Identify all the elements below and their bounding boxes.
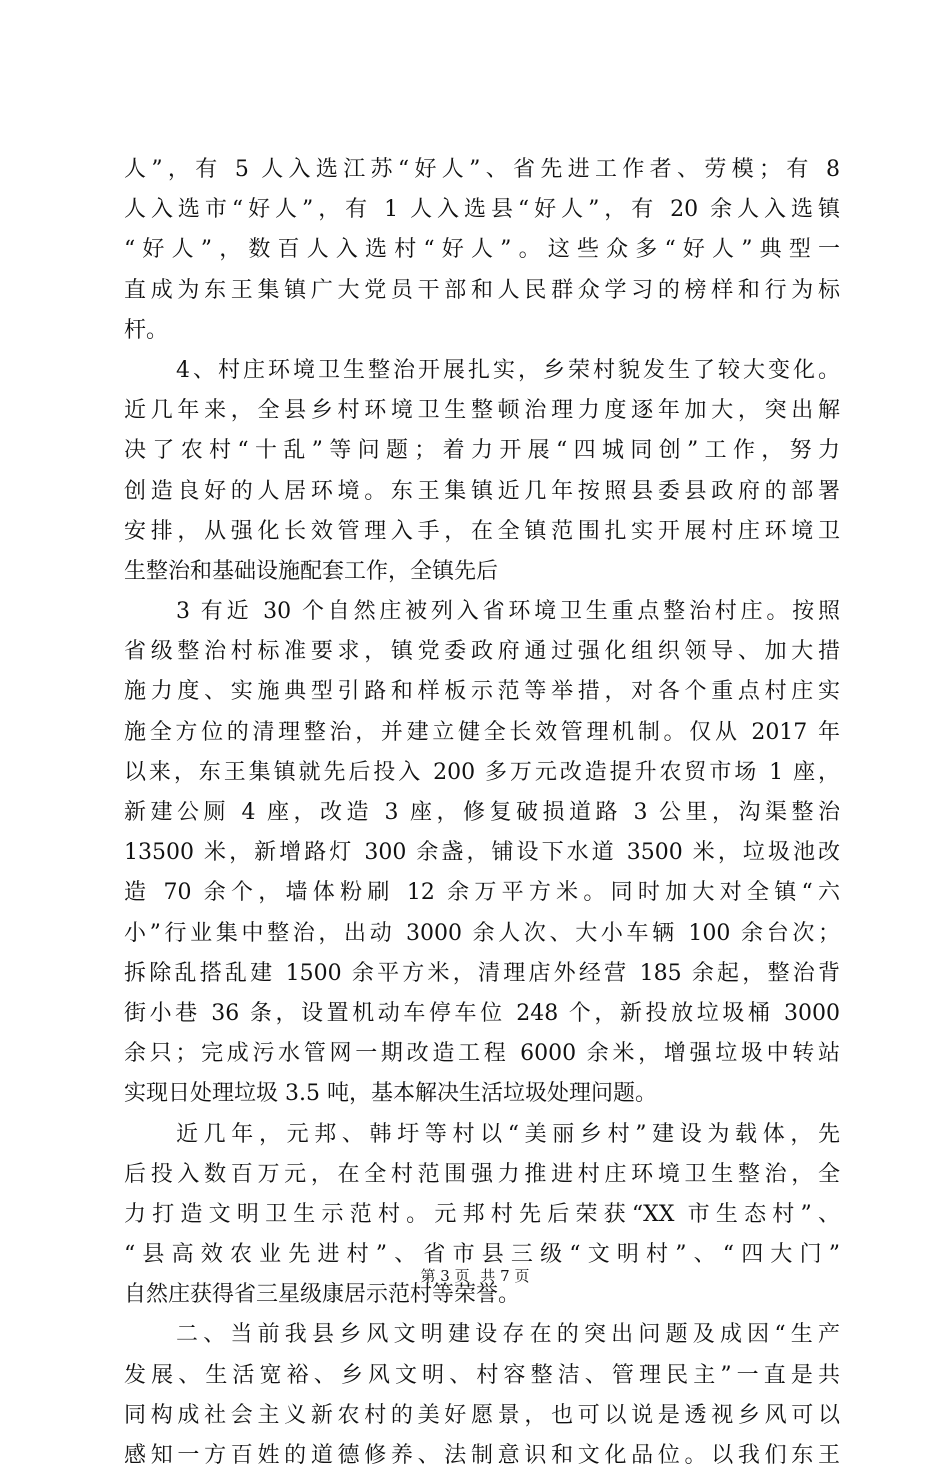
- text-line: 以来，东王集镇就先后投入 200 多万元改造提升农贸市场 1 座，: [124, 759, 840, 785]
- text-line: 人入选市“好人”，有 1 人入选县“好人”，有 20 余人入选镇: [124, 197, 840, 223]
- text-line: 街小巷 36 条，设置机动车停车位 248 个，新投放垃圾桶 3000: [124, 1000, 840, 1026]
- text-line: 余只；完成污水管网一期改造工程 6000 余米，增强垃圾中转站: [124, 1041, 840, 1067]
- page-number: 第 3 页: [420, 1267, 470, 1285]
- text-line: “县高效农业先进村”、省市县三级“文明村”、“四大门”: [124, 1242, 840, 1268]
- page-total: 共 7 页: [480, 1267, 530, 1285]
- text-line: 施力度、实施典型引路和样板示范等举措，对各个重点村庄实: [124, 679, 840, 705]
- text-line: 后投入数百万元，在全村范围强力推进村庄环境卫生整治，全: [124, 1161, 840, 1187]
- text-line: 4、村庄环境卫生整治开展扎实，乡荣村貌发生了较大变化。: [176, 357, 840, 383]
- text-line: 近几年，元邦、韩圩等村以“美丽乡村”建设为载体，先: [176, 1121, 840, 1147]
- text-line: 小”行业集中整治，出动 3000 余人次、大小车辆 100 余台次；: [124, 920, 840, 946]
- text-line: 实现日处理垃圾 3.5 吨，基本解决生活垃圾处理问题。: [124, 1081, 657, 1107]
- text-line: 人”，有 5 人入选江苏“好人”、省先进工作者、劳模；有 8: [124, 157, 840, 182]
- text-line: 感知一方百姓的道德修养、法制意识和文化品位。以我们东王: [124, 1443, 840, 1468]
- text-line: 创造良好的人居环境。东王集镇近几年按照县委县政府的部署: [124, 478, 840, 504]
- text-line: 力打造文明卫生示范村。元邦村先后荣获“XX 市生态村”、: [124, 1201, 840, 1227]
- text-line: 自然庄获得省三星级康居示范村等荣誉。: [124, 1282, 521, 1308]
- text-line: “好人”，数百人入选村“好人”。这些众多“好人”典型一: [124, 237, 840, 263]
- text-line: 新建公厕 4 座，改造 3 座，修复破损道路 3 公里，沟渠整治: [124, 800, 840, 825]
- text-line: 13500 米，新增路灯 300 余盏，铺设下水道 3500 米，垃圾池改: [124, 840, 840, 866]
- text-line: 拆除乱搭乱建 1500 余平方米，清理店外经营 185 余起，整治背: [124, 960, 840, 986]
- text-line: 造 70 余个，墙体粉刷 12 余万平方米。同时加大对全镇“六: [124, 880, 840, 906]
- text-line: 二、当前我县乡风文明建设存在的突出问题及成因“生产: [176, 1322, 840, 1348]
- text-line: 同构成社会主义新农村的美好愿景，也可以说是透视乡风可以: [124, 1402, 840, 1428]
- text-line: 发展、生活宽裕、乡风文明、村容整洁、管理民主”一直是共: [124, 1362, 840, 1388]
- text-line: 杆。: [124, 317, 169, 343]
- text-line: 直成为东王集镇广大党员干部和人民群众学习的榜样和行为标: [124, 277, 840, 303]
- text-line: 省级整治村标准要求，镇党委政府通过强化组织领导、加大措: [124, 639, 840, 665]
- text-line: 3 有近 30 个自然庄被列入省环境卫生重点整治村庄。按照: [176, 599, 840, 625]
- text-line: 生整治和基础设施配套工作，全镇先后: [124, 558, 499, 584]
- text-line: 施全方位的清理整治，并建立健全长效管理机制。仅从 2017 年: [124, 719, 840, 745]
- text-line: 决了农村“十乱”等问题；着力开展“四城同创”工作，努力: [124, 438, 840, 464]
- text-line: 安排，从强化长效管理入手，在全镇范围扎实开展村庄环境卫: [124, 518, 840, 544]
- text-line: 近几年来，全县乡村环境卫生整顿治理力度逐年加大，突出解: [124, 398, 840, 424]
- page-footer: [0, 1266, 950, 1286]
